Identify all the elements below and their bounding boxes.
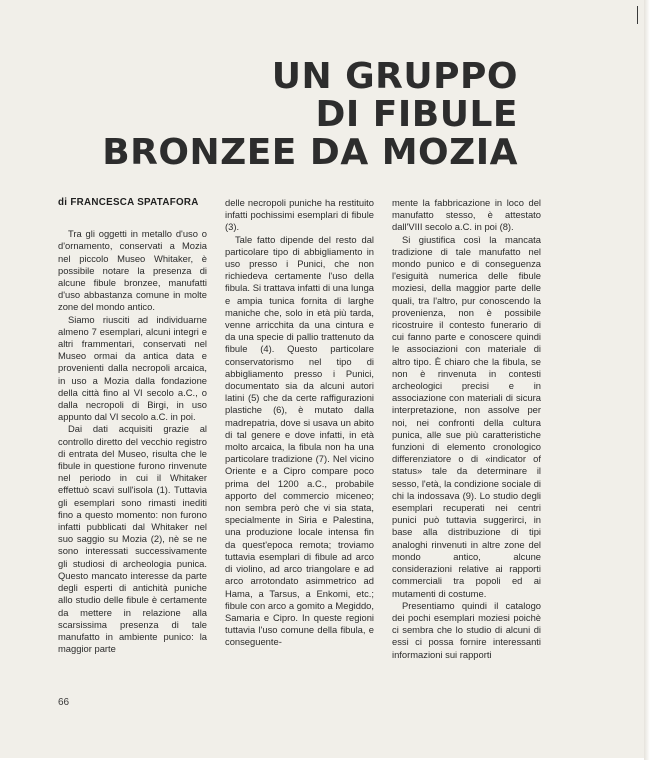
page-edge: [644, 0, 650, 760]
page-number: 66: [58, 697, 70, 708]
paragraph: Siamo riusciti ad individuarne almeno 7 esemplari, alcuni integri e altri frammentari, conservati nel Museo ormai da antica data e provenienti dalla necropoli arcaica, in uso a Mozia dalla fondazione della città fino al VI secolo a.C., o dalla necropoli di Birgi, in uso appunto dal VI secolo a.C. in poi.: [58, 313, 207, 423]
paragraph: delle necropoli puniche ha restituito infatti pochissimi esemplari di fibule (3).: [225, 197, 374, 233]
title-line-1: UN GRUPPO: [271, 56, 518, 97]
paragraph: Dai dati acquisiti grazie al controllo diretto del vecchio registro di entrata del Museo, risulta che le fibule in questione furono rinvenute nel periodo in cui il Whitaker effettuò scavi sull'isola (1). Tuttavia gli esemplari sono rimasti inediti fino a questo momento: non furono infatti pubblicati dal Whitaker nel suo saggio su Mozia (2), nè se ne sono interessati successivamente gli studiosi di archeologia punica. Questo mancato interesse da parte degli esperti di antichità puniche allo studio delle fibule è certamente da mettere in relazione alla scarsissima presenza di tale manufatto in ambiente punico: la maggior parte: [58, 423, 207, 655]
paragraph: mente la fabbricazione in loco del manufatto stesso, è attestato dall'VIII secolo a.C. in poi (8).: [392, 197, 541, 233]
text-column-2: [225, 197, 374, 649]
text-column-3: [392, 197, 541, 661]
author-byline: di FRANCESCA SPATAFORA: [58, 197, 199, 208]
paragraph: Tale fatto dipende del resto dal particolare tipo di abbigliamento in uso presso i Punici, che non richiedeva certamente l'uso della fibula. Si trattava infatti di una lunga e ampia tunica fornita di larghe maniche che, solo in età più tarda, venne arricchita da una cintura e da una specie di pallio trattenuto da fibule (4). Questo particolare conservatorismo nel tipo di abbigliamento presso i Punici, documentato sia da alcuni autori latini (5) che da certe raffigurazioni plastiche (6), è mutato dalla madrepatria, dove si usava un abito di tal genere e dove infatti, in età molto arcaica, la fibula non ha una particolare tradizione (7). Nel vicino Oriente e a Cipro compare poco prima del 1200 a.C., probabile apporto del commercio miceneo; non sembra però che vi sia stata, specialmente in Siria e Palestina, una produzione locale intensa fin da quest'epoca remota; troviamo tuttavia esemplari di fibule ad arco di violino, ad arco triangolare e ad arco arrotondato asimmetrico ad Hama, a Tarsus, a Enkomi, etc.; fibule con arco a gomito a Megiddo, Samaria e Cipro. In queste regioni tuttavia l'uso comune della fibula, e conseguente-: [225, 233, 374, 648]
text-column-1: [58, 197, 207, 655]
paragraph: Presentiamo quindi il catalogo dei pochi esemplari moziesi poichè ci sembra che lo studio di alcuni di essi ci possa fornire interessanti informazioni sui rapporti: [392, 599, 541, 660]
title-line-2: DI FIBULE: [315, 94, 518, 135]
crop-mark: [637, 6, 638, 24]
paragraph: Si giustifica così la mancata tradizione di tale manufatto nel mondo punico e di conseguenza l'esiguità numerica delle fibule moziesi, della maggior parte delle quali, tra l'altro, pur conoscendo la provenienza, non è possibile ricostruire il contesto funerario di cui fanno parte e conoscere quindi le associazioni con materiale di altro tipo. È chiaro che la fibula, se non è rinvenuta in contesti archeologici precisi e in associazione con materiali di sicura interpretazione, non assolve per noi, nei confronti della cultura punica, alle sue più caratteristiche funzioni di elemento cronologico differenziatore o di «indicator of status» tale da determinare il sesso, l'età, la condizione sociale di chi la indossava (9). Lo studio degli esemplari recuperati nei centri punici può tuttavia suggerirci, in base alla distribuzione di tipi analoghi rinvenuti in altre zone del mondo antico, alcune considerazioni relative ai rapporti commerciali tra popoli ed ai mutamenti di costume.: [392, 233, 541, 599]
article-title: [102, 58, 518, 172]
paragraph: Tra gli oggetti in metallo d'uso o d'ornamento, conservati a Mozia nel piccolo Museo Whitaker, è possibile notare la presenza di alcune fibule bronzee, manufatti d'uso abbastanza comune in molte zone del mondo antico.: [58, 228, 207, 313]
title-line-3: BRONZEE DA MOZIA: [102, 132, 518, 173]
